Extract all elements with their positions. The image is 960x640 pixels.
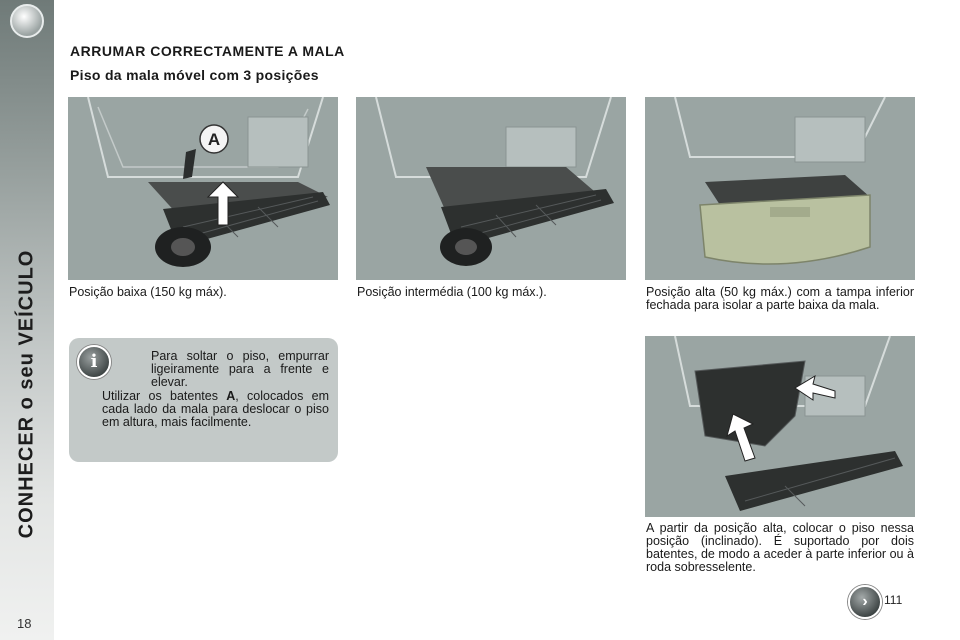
info-bullet-2-bold: A [226, 389, 236, 403]
info-bullet-2-text-before: Utilizar os batentes [102, 389, 227, 403]
page-number-left: 18 [17, 616, 32, 631]
page-number-right: 111 [884, 593, 903, 607]
chapter-title: CONHECER o seu VEÍCULO [15, 249, 38, 539]
info-bullet-1-text: Para soltar o piso, empurrar ligeiramente para a frente e elevar. [151, 349, 329, 389]
batente-label-a: A [207, 130, 221, 149]
caption-intermediate-position: Posição intermédia (100 kg máx.). [357, 285, 547, 299]
caption-inclined-position: A partir da posição alta, colocar o piso nessa posição (inclinado). É suportado por dois batentes, de modo a aceder à parte inferior ou à roda sobresselente. [646, 521, 914, 574]
caption-low-position: Posição baixa (150 kg máx). [69, 285, 227, 299]
info-bullet-2 [102, 390, 329, 429]
brand-circle-icon [10, 4, 44, 38]
photo-low-position [68, 97, 338, 280]
section-title: ARRUMAR CORRECTAMENTE A MALA [70, 43, 345, 59]
info-bullet-1 [151, 350, 329, 389]
next-page-icon[interactable]: › [848, 585, 882, 619]
caption-high-position: Posição alta (50 kg máx.) com a tampa inferior fechada para isolar a parte baixa da mala. [646, 285, 914, 312]
chapter-sidebar [0, 0, 54, 640]
info-icon: i [77, 345, 111, 379]
info-bullet-2-text-after: , colocados em cada lado da mala para deslocar o piso em altura, mais facilmente. [102, 389, 329, 429]
photo-intermediate-position [356, 97, 626, 280]
info-box [69, 338, 338, 462]
section-subtitle: Piso da mala móvel com 3 posições [70, 67, 319, 83]
photo-high-position [645, 97, 915, 280]
photo-inclined-position [645, 336, 915, 517]
